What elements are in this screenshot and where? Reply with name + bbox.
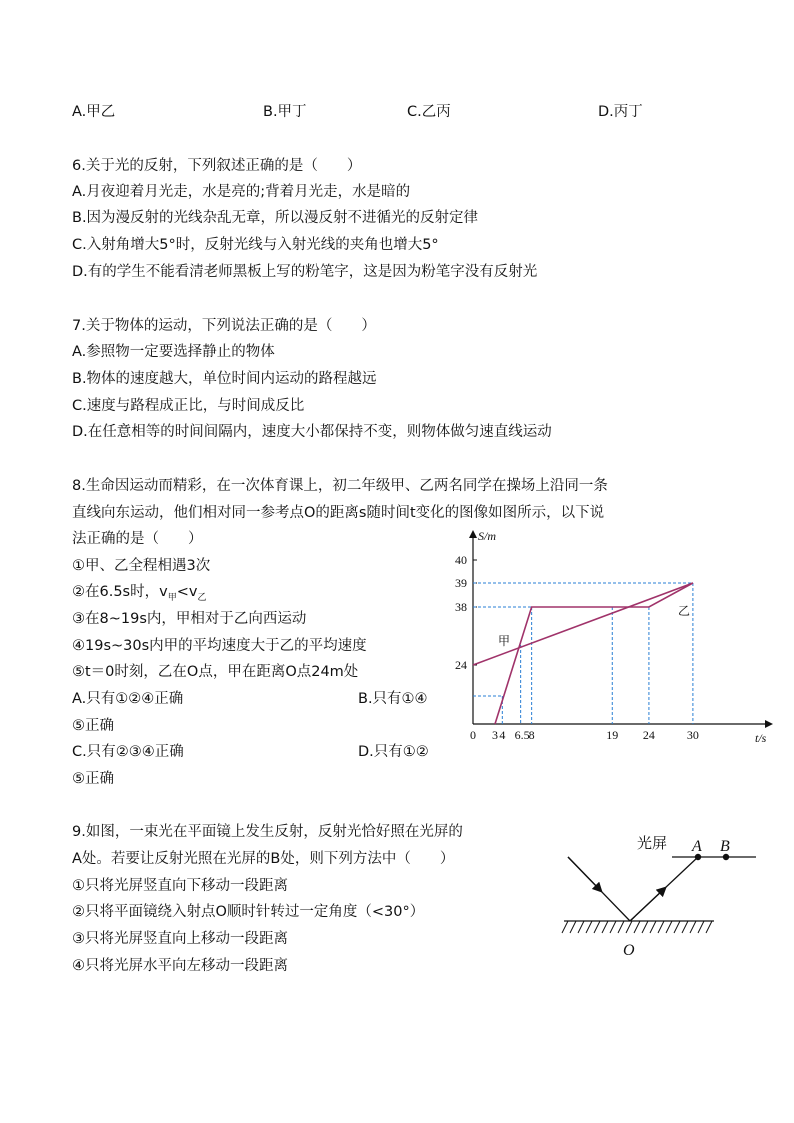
q8-stem-line-1: 8.生命因运动而精彩，在一次体育课上，初二年级甲、乙两名同学在操场上沿同一条 xyxy=(72,478,608,494)
x-tick-label: 30 xyxy=(686,728,699,742)
q8-statement-4: ④19s~30s内甲的平均速度大于乙的平均速度 xyxy=(72,638,367,654)
point-a-label: A xyxy=(692,838,702,855)
q9-statement-3: ③只将光屏竖直向上移动一段距离 xyxy=(72,931,288,947)
x-tick-label: 8 xyxy=(528,728,535,742)
y-axis-label: S/m xyxy=(478,529,496,543)
q8-option-c: C.只有②③④正确 xyxy=(72,744,184,760)
q7-option-b: B.物体的速度越大，单位时间内运动的路程越远 xyxy=(72,371,377,387)
q5-option-a: A.甲乙 xyxy=(72,104,116,120)
point-o-label: O xyxy=(623,942,635,959)
q9-statement-2: ②只将平面镜绕入射点O顺时针转过一定角度（<30°） xyxy=(72,904,425,920)
series-line-jia xyxy=(473,583,693,665)
q6-option-a: A.月夜迎着月光走，水是亮的;背着月光走，水是暗的 xyxy=(72,184,411,200)
q8-option-d: D.只有①② xyxy=(358,744,429,760)
reflected-ray-arrow xyxy=(630,889,664,921)
q7-option-c: C.速度与路程成正比，与时间成反比 xyxy=(72,398,305,414)
y-tick-label: 24 xyxy=(455,658,467,672)
q6-option-c: C.入射角增大5°时，反射光线与入射光线的夹角也增大5° xyxy=(72,237,439,253)
x-tick-label: 3 xyxy=(491,728,498,742)
q5-option-c: C.乙丙 xyxy=(407,104,451,120)
series-label-jia: 甲 xyxy=(498,634,511,648)
q7-stem: 7.关于物体的运动，下列说法正确的是（ ） xyxy=(72,318,376,334)
q6-option-b: B.因为漫反射的光线杂乱无章，所以漫反射不进循光的反射定律 xyxy=(72,210,479,226)
x-tick-label: 6.5 xyxy=(514,728,530,742)
q5-option-b: B.甲丁 xyxy=(263,104,307,120)
q6-stem: 6.关于光的反射，下列叙述正确的是（ ） xyxy=(72,158,362,174)
q6-option-d: D.有的学生不能看清老师黑板上写的粉笔字，这是因为粉笔字没有反射光 xyxy=(72,264,538,280)
x-axis-arrow xyxy=(765,720,773,728)
x-tick-label: 4 xyxy=(499,728,506,742)
y-tick-label: 38 xyxy=(455,600,467,614)
q8-stmt2-sub-jia: 甲 xyxy=(167,592,177,603)
q9-stem-line-2: A处。若要让反射光照在光屏的B处，则下列方法中（ ） xyxy=(72,851,455,867)
q8-statement-5: ⑤t＝0时刻，乙在O点，甲在距离O点24m处 xyxy=(72,664,359,680)
q9-statement-4: ④只将光屏水平向左移动一段距离 xyxy=(72,958,288,974)
point-b-label: B xyxy=(720,838,730,855)
mirror-hatching xyxy=(562,921,712,933)
q8-stem-line-3: 法正确的是（ ） xyxy=(72,531,203,547)
series-line-yi xyxy=(495,583,693,724)
series-label-yi: 乙 xyxy=(678,604,691,618)
q8-option-b-cont: ⑤正确 xyxy=(72,718,114,734)
q8-option-d-cont: ⑤正确 xyxy=(72,771,114,787)
x-tick-label: 24 xyxy=(642,728,655,742)
y-tick-label: 40 xyxy=(455,553,467,567)
q8-option-b: B.只有①④ xyxy=(358,691,428,707)
reflection-diagram xyxy=(560,825,760,965)
q8-option-a: A.只有①②④正确 xyxy=(72,691,184,707)
screen-label: 光屏 xyxy=(637,834,668,852)
q8-stem-line-2: 直线向东运动，他们相对同一参考点O的距离s随时间t变化的图像如图所示，以下说 xyxy=(72,505,605,521)
x-tick-label: 0 xyxy=(470,728,476,742)
q5-option-d: D.丙丁 xyxy=(598,104,643,120)
y-tick-label: 39 xyxy=(455,576,467,590)
q7-option-a: A.参照物一定要选择静止的物体 xyxy=(72,344,275,360)
x-axis-label: t/s xyxy=(755,731,767,745)
q9-stem-line-1: 9.如图，一束光在平面镜上发生反射，反射光恰好照在光屏的 xyxy=(72,824,463,840)
q8-statement-3: ③在8~19s内，甲相对于乙向西运动 xyxy=(72,611,307,627)
q8-stmt2-sub-yi: 乙 xyxy=(197,592,207,603)
q9-statement-1: ①只将光屏竖直向下移动一段距离 xyxy=(72,878,288,894)
q8-statement-1: ①甲、乙全程相遇3次 xyxy=(72,558,211,574)
x-tick-label: 19 xyxy=(606,728,619,742)
q8-statement-2: ②在6.5s时，$v_甲<v_乙$ xyxy=(72,584,207,603)
incident-ray-arrow xyxy=(568,857,600,890)
y-axis-arrow xyxy=(469,530,477,538)
st-graph xyxy=(440,528,780,750)
q7-option-d: D.在任意相等的时间间隔内，速度大小都保持不变，则物体做匀速直线运动 xyxy=(72,424,552,440)
